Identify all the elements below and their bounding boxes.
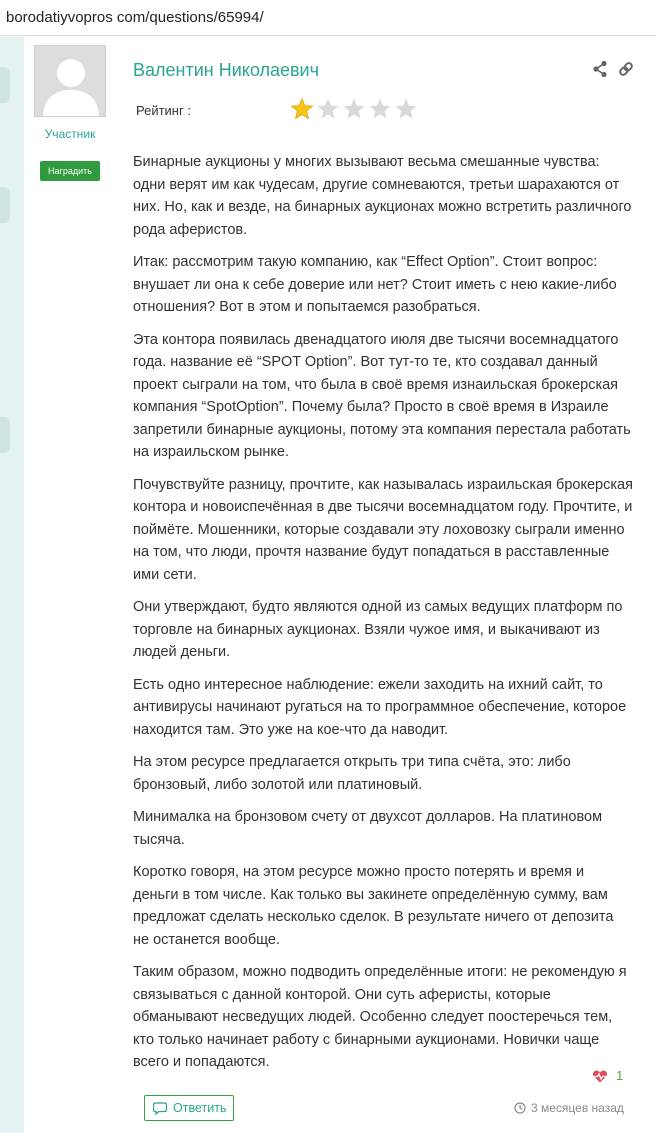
side-tab xyxy=(0,187,10,223)
answer-paragraph: Коротко говоря, на этом ресурсе можно просто потерять и время и деньги в том числе. Как только вы закинете определённую сумму, вам предложат сделать несколько сделок. В результате ничего от депозита не останется вообще. xyxy=(133,864,614,948)
link-icon[interactable] xyxy=(618,60,634,78)
avatar[interactable] xyxy=(34,45,106,117)
time-ago: 3 месяцев назад xyxy=(531,1101,624,1115)
answer-paragraph: Таким образом, можно подводить определённые итоги: не рекомендую я связываться с данной конторой. Они суть аферисты, которые обманывают несведущих людей. Особенно следует поостеречься тем, кто только начинает работу с бинарными аукционами. Новички чаще всего и попадаются. xyxy=(133,964,627,1070)
answer-paragraph: Минималка на бронзовом счету от двухсот долларов. На платиновом тысяча. xyxy=(133,809,603,848)
star-empty-icon[interactable] xyxy=(342,97,366,121)
star-filled-icon[interactable] xyxy=(290,97,314,121)
rating-label: Рейтинг : xyxy=(136,103,191,118)
star-empty-icon[interactable] xyxy=(316,97,340,121)
answer-paragraph: Итак: рассмотрим такую компанию, как “Effect Option”. Стоит вопрос: внушает ли она к себе доверие или нет? Стоит иметь с нею какие-либо отношения? Вот в этом и попытаемся разобраться. xyxy=(133,254,617,315)
url-text: borodatiyvopros com/questions/65994/ xyxy=(6,9,264,26)
answer-paragraph: Бинарные аукционы у многих вызывают весьма смешанные чувства: одни верят им как чудесам, другие сомневаются, третьи шарахаются от них. Но, как и везде, на бинарных аукционах можно встретить различного рода аферистов. xyxy=(133,154,632,238)
comment-icon xyxy=(153,1102,167,1115)
side-tab xyxy=(0,417,10,453)
answer-paragraph: Почувствуйте разницу, прочтите, как называлась израильская брокерская контора и новоиспечённая в две тысячи восемнадцатом году. Прочтите, и поймёте. Мошенники, которые создавали эту лоховозку сыграли именно на том, что люди, прочтя название будут попадаться в расставленные ими сети. xyxy=(133,476,633,583)
heart-pulse-icon[interactable] xyxy=(592,1068,608,1084)
answer-paragraph: Есть одно интересное наблюдение: ежели заходить на ихний сайт, то антивирусы начинают ругаться на то программное обеспечение, которое находится там. Это уже на кое-что да наводит. xyxy=(133,676,627,738)
like-count: 1 xyxy=(616,1068,624,1083)
award-button[interactable]: Наградить xyxy=(40,161,100,181)
answer-card xyxy=(24,37,656,1133)
user-role: Участник xyxy=(44,127,96,141)
answer-paragraph: На этом ресурсе предлагается открыть три типа счёта, это: либо бронзовый, либо золотой или платиновый. xyxy=(133,754,571,793)
star-empty-icon[interactable] xyxy=(368,97,392,121)
answer-paragraph: Они утверждают, будто являются одной из самых ведущих платформ по торговле на бинарных аукционах. Взяли чужое имя, и выкачивают из людей деньги. xyxy=(133,599,623,660)
author-name[interactable]: Валентин Николаевич xyxy=(133,60,319,80)
address-bar[interactable] xyxy=(0,0,656,36)
reply-label: Ответить xyxy=(173,1101,227,1115)
side-tab xyxy=(0,67,10,103)
user-silhouette-icon xyxy=(35,46,106,117)
page-background-stripe xyxy=(0,37,24,1133)
share-icon[interactable] xyxy=(592,60,608,78)
answer-body xyxy=(133,151,633,1084)
answer-paragraph: Эта контора появилась двенадцатого июля две тысячи восемнадцатого года. название её “SPOT Option”. Вот тут-то те, кто создавал данный проект сыграли на том, что была в своё время изнаильская брокерская компания “SpotOption”. Почему была? Просто в своё время в Израиле запретили бинарные аукционы, потому эта компания перестала работать на израильском рынке. xyxy=(133,331,631,460)
clock-icon xyxy=(514,1102,526,1114)
star-empty-icon[interactable] xyxy=(394,97,418,121)
reply-button[interactable] xyxy=(144,1095,234,1121)
